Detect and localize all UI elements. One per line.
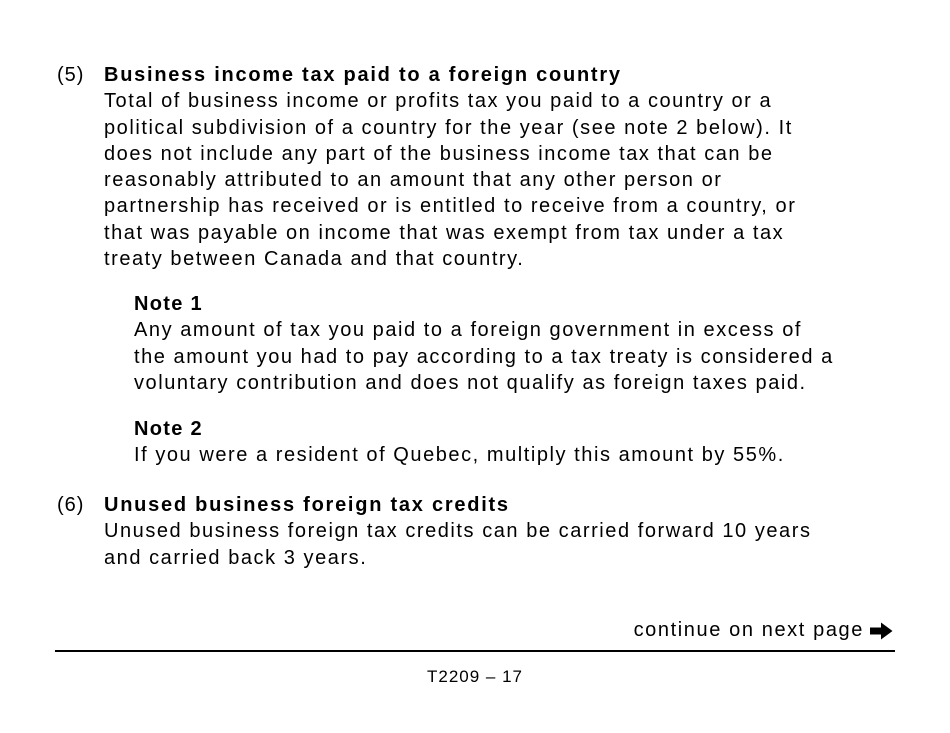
- continue-text: continue on next page: [633, 619, 864, 641]
- section-text: Unused business foreign tax credits can be carried forward 10 years and carried back 3 years.: [104, 520, 812, 569]
- section-number: (6): [57, 494, 85, 516]
- note-2: [134, 416, 894, 469]
- section-title: Unused business foreign tax credits: [104, 494, 510, 516]
- page-identifier: T2209 – 17: [426, 667, 523, 686]
- section-6: [57, 492, 907, 571]
- footer-divider: [55, 650, 895, 652]
- section-5: [57, 62, 907, 272]
- note-title: Note 1: [134, 293, 203, 315]
- note-1: [134, 291, 894, 396]
- section-title: Business income tax paid to a foreign country: [104, 64, 622, 86]
- note-title: Note 2: [134, 418, 203, 440]
- section-text: Total of business income or profits tax you paid to a country or a political subdivision of a country for the year (see note 2 below). It does not include any part of the business income tax that can be reasonably attributed to an amount that any other person or partnership has received or is entitled to receive from a country, or that was payable on income that was exempt from tax under a tax treaty between Canada and that country.: [104, 90, 797, 271]
- note-text: If you were a resident of Quebec, multiply this amount by 55%.: [134, 444, 785, 467]
- section-number: (5): [57, 64, 85, 86]
- arrow-right-icon: [868, 621, 894, 641]
- continue-on-next-page: [634, 619, 894, 642]
- note-text: Any amount of tax you paid to a foreign government in excess of the amount you had to pay according to a tax treaty is considered a voluntary contribution and does not qualify as foreign taxes paid.: [134, 319, 834, 394]
